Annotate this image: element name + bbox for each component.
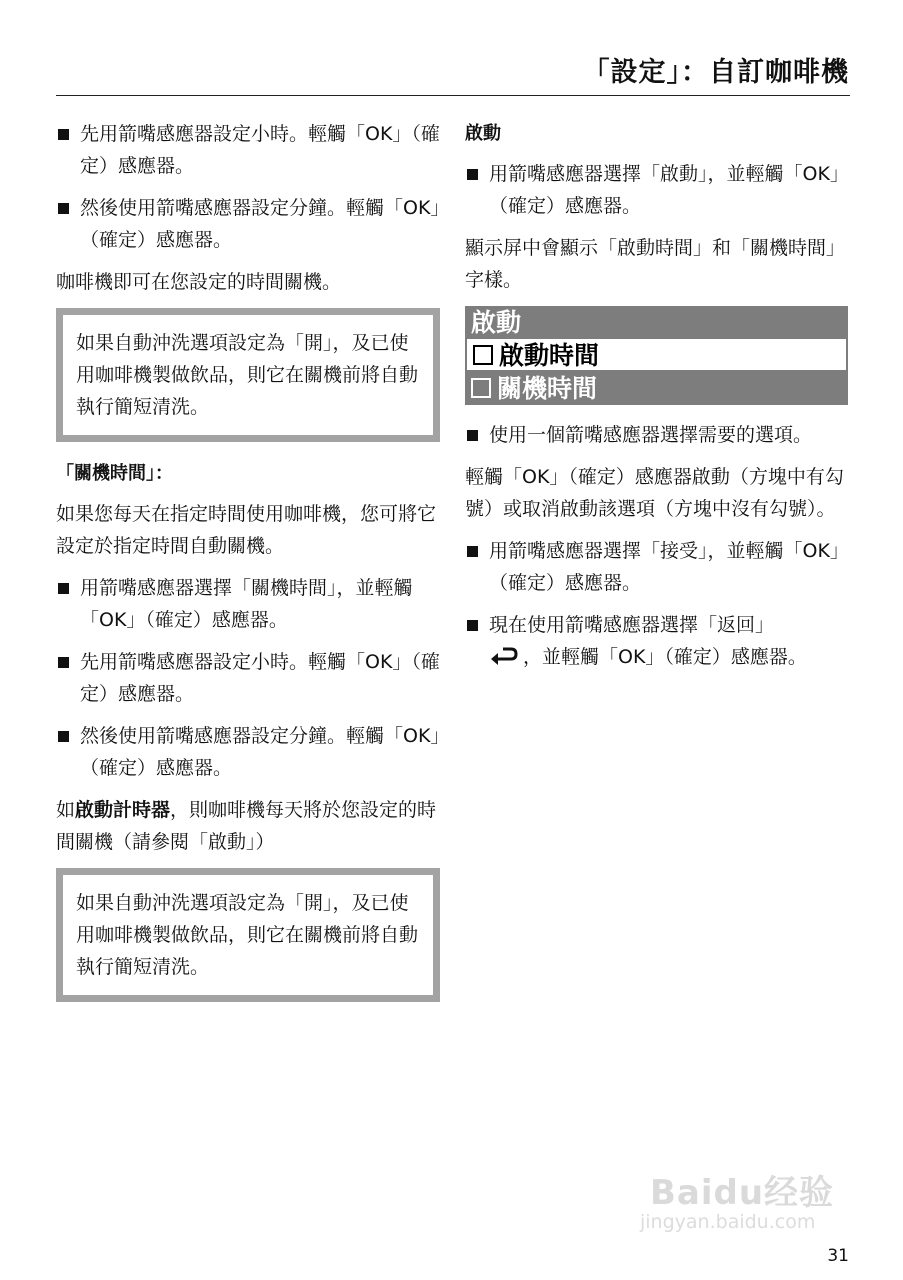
list-item: 先用箭嘴感應器設定小時。輕觸「OK」（確定）感應器。 <box>56 646 440 710</box>
display-option-start-time <box>465 339 848 372</box>
list-item: 用箭嘴感應器選擇「啟動」，並輕觸「OK」（確定）感應器。 <box>465 158 852 222</box>
section-heading-activate: 啟動 <box>465 123 501 144</box>
watermark-logo: Baidu经验 <box>650 1173 835 1213</box>
list-item: 先用箭嘴感應器設定小時。輕觸「OK」（確定）感應器。 <box>56 118 440 182</box>
header-rule <box>56 95 850 96</box>
list-item: 然後使用箭嘴感應器設定分鐘。輕觸「OK」（確定）感應器。 <box>56 720 440 784</box>
watermark <box>640 1145 855 1245</box>
paragraph: 顯示屏中會顯示「啟動時間」和「關機時間」字樣。 <box>465 237 846 291</box>
text: 如 <box>56 799 76 821</box>
paragraph: 輕觸「OK」（確定）感應器啟動（方塊中有勾號）或取消啟動該選項（方塊中沒有勾號）。 <box>465 466 844 520</box>
checkbox-icon <box>471 378 491 398</box>
display-option-off-time <box>465 372 848 405</box>
option-label: 啟動時間 <box>499 341 600 370</box>
page-title: 「設定」：自訂咖啡機 <box>582 57 849 88</box>
list-item: 使用一個箭嘴感應器選擇需要的選項。 <box>465 419 852 451</box>
note-box: 如果自動沖洗選項設定為「開」，及已使用咖啡機製做飲品，則它在關機前將自動執行簡短清洗。 <box>56 308 440 442</box>
display-screen <box>465 306 848 405</box>
watermark-url: jingyan.baidu.com <box>640 1211 816 1233</box>
right-column <box>465 118 852 687</box>
page-number: 31 <box>827 1246 849 1266</box>
list-item: 用箭嘴感應器選擇「接受」，並輕觸「OK」（確定）感應器。 <box>465 535 852 599</box>
text-line: 現在使用箭嘴感應器選擇「返回」 <box>489 614 775 636</box>
text: ，並輕觸「OK」（確定）感應器。 <box>523 646 807 668</box>
display-header: 啟動 <box>465 306 848 339</box>
list-item <box>465 609 852 677</box>
option-label: 關機時間 <box>497 374 598 403</box>
back-arrow-icon <box>489 645 519 677</box>
text-line-with-icon <box>489 641 852 677</box>
checkbox-icon <box>473 345 493 365</box>
list-item: 用箭嘴感應器選擇「關機時間」，並輕觸「OK」（確定）感應器。 <box>56 572 440 636</box>
bold-text: 啟動計時器 <box>75 799 171 821</box>
section-heading-off-time: 「關機時間」： <box>56 463 173 484</box>
note-box: 如果自動沖洗選項設定為「開」，及已使用咖啡機製做飲品，則它在關機前將自動執行簡短清洗。 <box>56 868 440 1002</box>
paragraph-timer <box>56 794 440 858</box>
paragraph: 咖啡機即可在您設定的時間關機。 <box>56 271 342 293</box>
text: ，則咖啡機每天將於您設定的時間關機（請參閱「啟動」） <box>56 799 437 853</box>
list-item: 然後使用箭嘴感應器設定分鐘。輕觸「OK」（確定）感應器。 <box>56 192 440 256</box>
paragraph: 如果您每天在指定時間使用咖啡機，您可將它設定於指定時間自動關機。 <box>56 503 437 557</box>
left-column <box>56 118 440 1018</box>
